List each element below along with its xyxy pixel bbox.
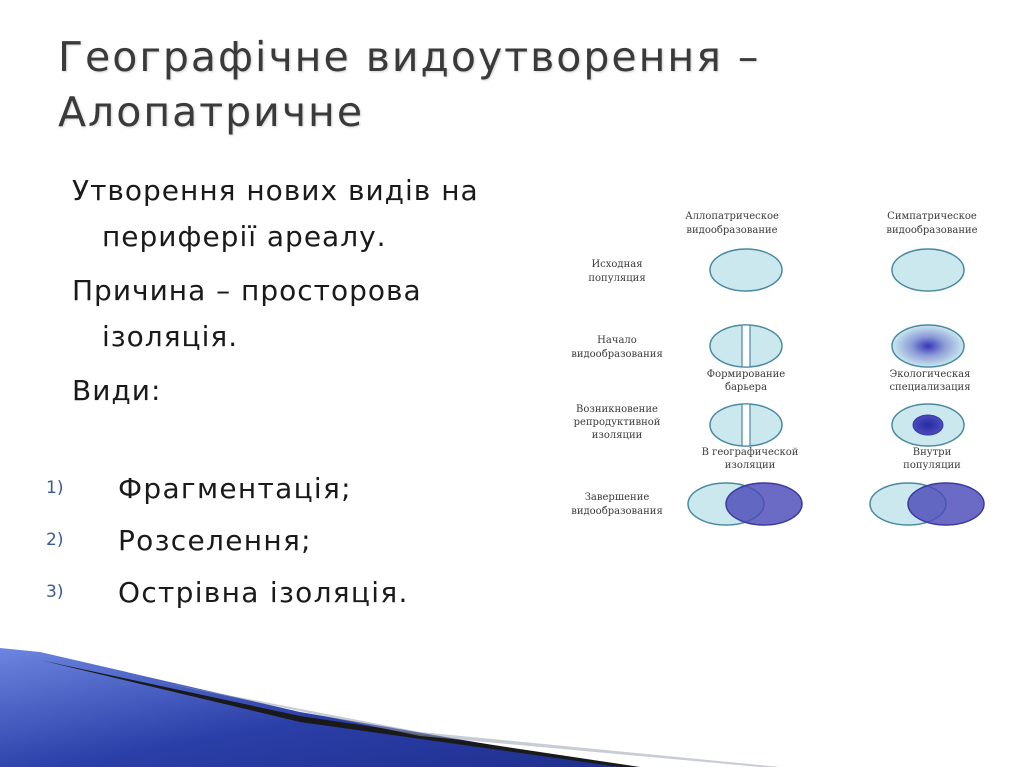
paragraph: Утворення нових видів на периферії ареалу. xyxy=(72,174,479,253)
list-number: 2) xyxy=(46,530,64,550)
barrier xyxy=(742,404,750,446)
row-label-isolation: Возникновение xyxy=(576,404,658,415)
speciation-diagram xyxy=(560,200,1000,540)
sympatric-eco-label: специализация xyxy=(889,382,971,393)
sympatric-inside-label: Внутри xyxy=(912,447,952,458)
sympatric-inside-label: популяции xyxy=(903,460,961,471)
allopatric-barrier-label: барьера xyxy=(724,382,768,393)
paragraph: Причина – просторова ізоляція. xyxy=(72,274,422,353)
swoosh-blue xyxy=(0,648,620,767)
barrier xyxy=(742,325,750,367)
row-label-completion: видообразования xyxy=(571,506,663,517)
allopatric-initial-population xyxy=(710,249,782,291)
list-number: 1) xyxy=(46,478,64,498)
row-label-isolation: изоляции xyxy=(591,430,643,441)
list-item xyxy=(46,462,409,514)
row-label-isolation: репродуктивной xyxy=(573,417,661,428)
allopatric-new-species xyxy=(726,483,802,525)
allopatric-barrier-label: Формирование xyxy=(706,369,786,380)
column-header-sympatric: Симпатрическое xyxy=(887,211,977,222)
decorative-swoosh xyxy=(0,640,1024,767)
row-label-initial: Исходная xyxy=(591,259,643,270)
list-item-text: Фрагментація; xyxy=(118,471,352,505)
column-header-allopatric: Аллопатрическое xyxy=(685,211,779,222)
sympatric-new-species xyxy=(908,483,984,525)
row-label-start: видообразования xyxy=(571,349,663,360)
row-label-start: Начало xyxy=(597,335,637,346)
numbered-list xyxy=(46,462,409,618)
list-number: 3) xyxy=(46,582,64,602)
paragraph: Види: xyxy=(72,374,162,407)
column-header-sympatric: видообразование xyxy=(886,225,978,236)
sympatric-eco-label: Экологическая xyxy=(889,369,971,380)
sympatric-start xyxy=(892,325,964,367)
body-text xyxy=(72,168,532,422)
column-header-allopatric: видообразование xyxy=(686,225,778,236)
allopatric-geo-label: В географической xyxy=(701,447,799,458)
row-label-completion: Завершение xyxy=(584,492,650,503)
diagram-svg xyxy=(560,200,1000,540)
list-item xyxy=(46,514,409,566)
list-item-text: Розселення; xyxy=(118,523,312,557)
row-label-initial: популяция xyxy=(588,273,646,284)
sympatric-initial-population xyxy=(892,249,964,291)
allopatric-geo-label: изоляции xyxy=(724,460,776,471)
list-item xyxy=(46,566,409,618)
slide-title: Географічне видоутворення – Алопатричне xyxy=(58,33,761,136)
list-item-text: Острівна ізоляція. xyxy=(118,575,409,609)
sympatric-inner-population xyxy=(913,415,943,435)
